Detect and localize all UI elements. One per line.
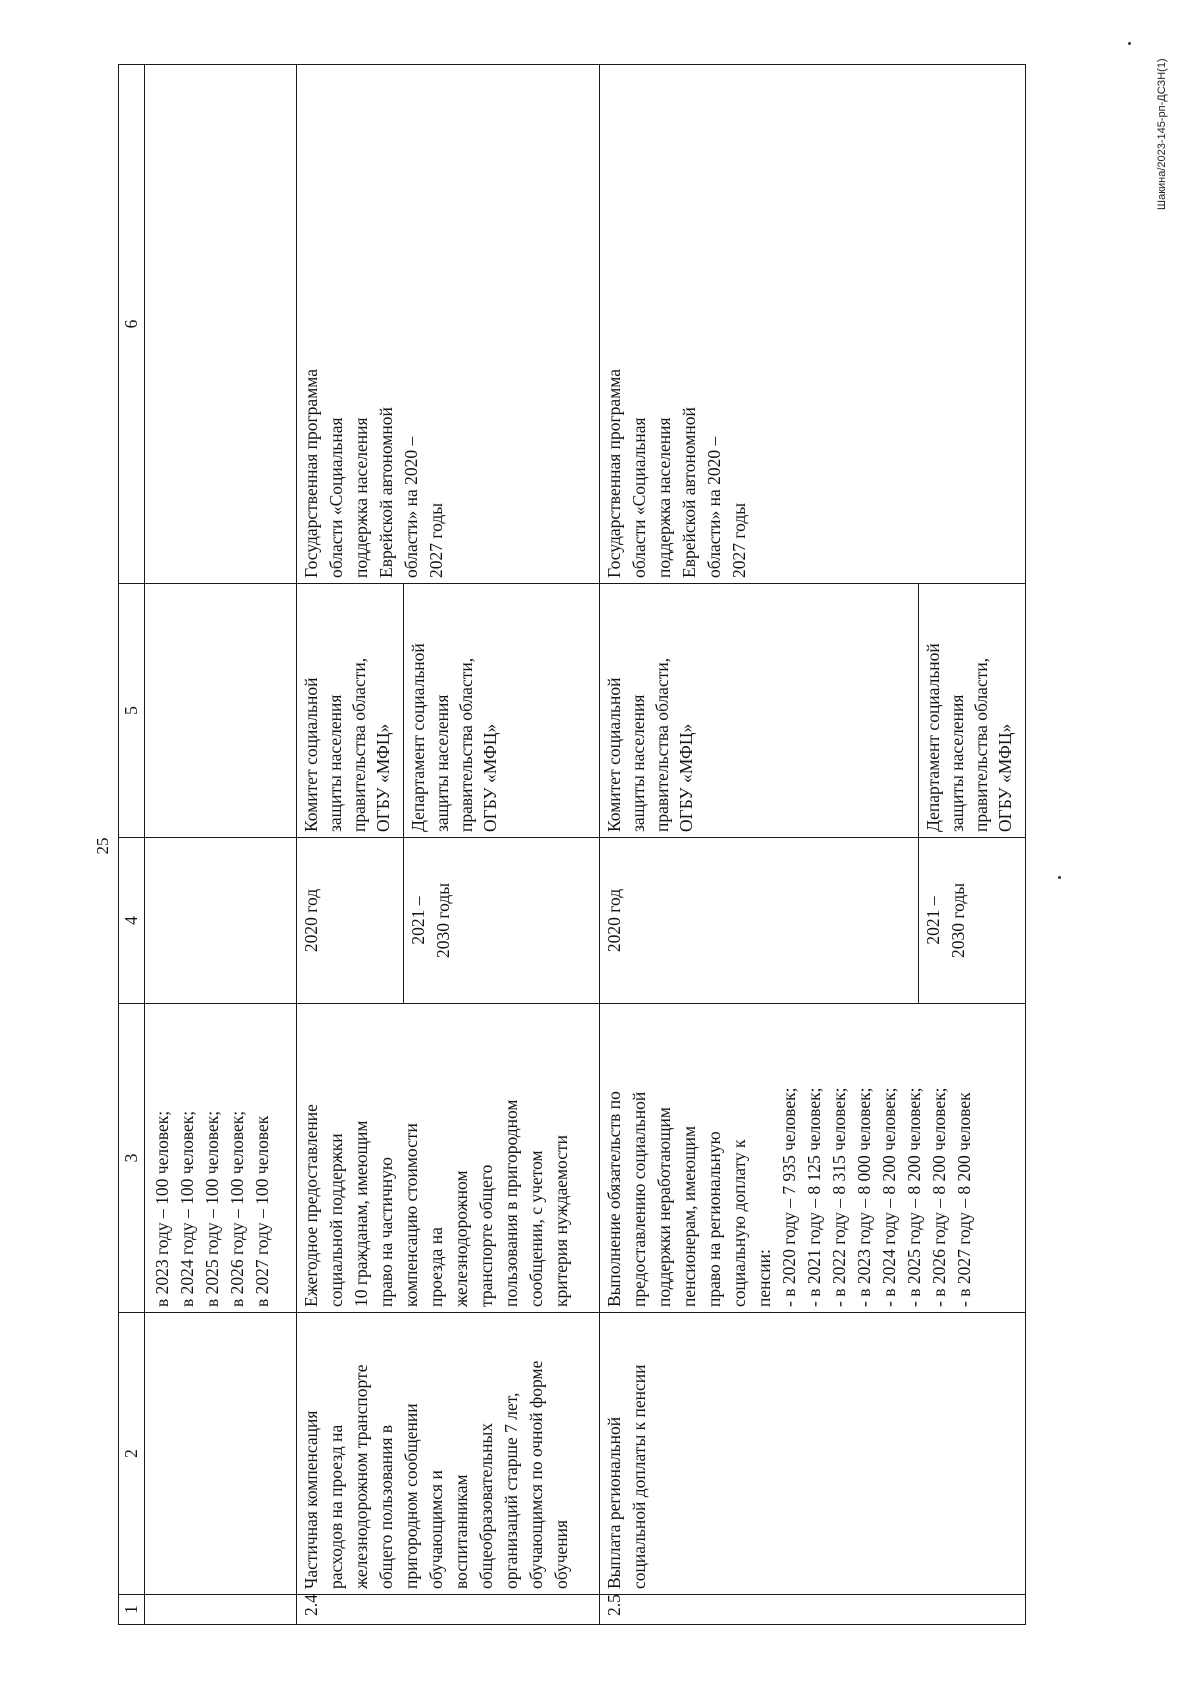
cont-indicator-line: в 2026 году – 100 человек; (226, 1110, 247, 1307)
text-line: пользования в пригородном (501, 1099, 522, 1307)
header-col-1: 1 (119, 1595, 145, 1625)
text-line: поддержка населения (653, 417, 674, 578)
document-id-text: Шакина/2023-145-рп-ДСЗН(1) (1156, 58, 1168, 210)
cont-program-cell (144, 65, 296, 584)
text-line: железнодорожном транспорте (351, 1364, 372, 1589)
text-line: обучающимся и (426, 1470, 447, 1589)
list-item: - в 2021 году – 8 125 человек; (803, 1087, 824, 1307)
text-line: 2030 годы (433, 882, 454, 959)
text-line: компенсацию стоимости (401, 1123, 422, 1307)
text-line: обучения (551, 1519, 572, 1589)
row-2-4-executor-b (404, 584, 600, 838)
text-line: Комитет социальной (603, 677, 624, 832)
list-item: - в 2024 году – 8 200 человек; (878, 1087, 899, 1307)
header-col-6: 6 (119, 65, 145, 584)
list-item: - в 2027 году – 8 200 человек (953, 1092, 974, 1307)
text-line: критерия нуждаемости (551, 1134, 572, 1307)
row-2-5-indicator (599, 1004, 1025, 1313)
text-line: 2027 годы (728, 502, 749, 578)
text-line: обучающимся по очной форме (526, 1360, 547, 1589)
text-line: общего пользования в (376, 1424, 397, 1589)
page-number: 25 (93, 837, 112, 855)
text-line: области «Социальная (628, 417, 649, 578)
header-col-3: 3 (119, 1004, 145, 1313)
row-2-5-period-a: 2020 год (599, 838, 918, 1004)
text-line: поддержка населения (351, 417, 372, 578)
row-2-4-period-a: 2020 год (297, 838, 404, 1004)
text-line: Комитет социальной (301, 677, 322, 832)
scan-speck (1058, 876, 1061, 879)
cont-indicator-line: в 2023 году – 100 человек; (151, 1110, 172, 1307)
text-line: пригородном сообщении (401, 1403, 422, 1589)
text-line: право на частичную (376, 1157, 397, 1307)
text-line: правительства области, (349, 657, 370, 832)
cont-executor-cell (144, 584, 296, 838)
header-col-4: 4 (119, 838, 145, 1004)
text-line: Государственная программа (301, 369, 322, 578)
text-line: Выплата региональной (603, 1416, 624, 1589)
measures-table (118, 64, 1026, 1625)
row-2-5-program (599, 65, 1025, 584)
text-line: правительства области, (456, 657, 477, 832)
text-line: ОГБУ «МФЦ» (675, 723, 696, 832)
row-2-4-program (297, 65, 600, 584)
text-line: социальной поддержки (326, 1133, 347, 1307)
row-2-5-executor-a (599, 584, 918, 838)
text-line: защиты населения (432, 694, 453, 832)
table-header-row (119, 65, 145, 1625)
text-line: пенсионерам, имеющим (678, 1125, 699, 1307)
text-line: Выполнение обязательств по (603, 1091, 624, 1307)
text-line: области «Социальная (326, 417, 347, 578)
table-row-continuation (144, 65, 296, 1625)
text-line: 2027 годы (426, 502, 447, 578)
list-item: - в 2025 году – 8 200 человек; (903, 1087, 924, 1307)
text-line: организаций старше 7 лет, (501, 1392, 522, 1589)
cont-indicator-line: в 2024 году – 100 человек; (176, 1110, 197, 1307)
text-line: ОГБУ «МФЦ» (480, 723, 501, 832)
text-line: защиты населения (627, 694, 648, 832)
row-2-4-measure-name (297, 1313, 600, 1595)
text-line: 2030 годы (947, 882, 968, 959)
text-line: правительства области, (970, 657, 991, 832)
header-col-2: 2 (119, 1313, 145, 1595)
text-line: Ежегодное предоставление (301, 1104, 322, 1307)
text-line: 2021 – (922, 896, 943, 945)
text-line: железнодорожном (451, 1170, 472, 1307)
text-line: области» на 2020 – (401, 436, 422, 578)
text-line: ОГБУ «МФЦ» (994, 723, 1015, 832)
row-2-4-executor-a (297, 584, 404, 838)
text-line: пенсии: (753, 1249, 774, 1307)
cont-number-cell (144, 1595, 296, 1625)
text-line: 2021 – (408, 896, 429, 945)
scan-speck (1128, 42, 1131, 45)
row-number-2-5: 2.5 (599, 1595, 1025, 1625)
text-line: социальную доплату к (728, 1139, 749, 1307)
text-line: Еврейской автономной (376, 407, 397, 578)
list-item: - в 2023 году – 8 000 человек; (853, 1087, 874, 1307)
text-line: предоставлению социальной (628, 1091, 649, 1307)
text-line: общеобразовательных (476, 1423, 497, 1589)
table-row-2-4-a (297, 65, 404, 1625)
text-line: право на региональную (703, 1131, 724, 1307)
text-line: сообщении, с учетом (526, 1150, 547, 1307)
text-line: проезда на (426, 1227, 447, 1307)
text-line: поддержки неработающим (653, 1107, 674, 1307)
text-line: социальной доплаты к пенсии (628, 1364, 649, 1589)
list-item: - в 2026 году – 8 200 человек; (928, 1087, 949, 1307)
text-line: Департамент социальной (922, 643, 943, 832)
header-col-5: 5 (119, 584, 145, 838)
cont-indicator-line: в 2025 году – 100 человек; (201, 1110, 222, 1307)
cont-period-cell (144, 838, 296, 1004)
cont-name-cell (144, 1313, 296, 1595)
row-2-4-period-b (404, 838, 600, 1004)
text-line: Департамент социальной (408, 643, 429, 832)
text-line: защиты населения (325, 694, 346, 832)
row-2-4-indicator (297, 1004, 600, 1313)
text-line: Частичная компенсация (301, 1410, 322, 1589)
text-line: воспитанникам (451, 1474, 472, 1589)
rotated-table-container (118, 65, 1026, 1625)
list-item: - в 2022 году – 8 315 человек; (828, 1087, 849, 1307)
text-line: ОГБУ «МФЦ» (373, 723, 394, 832)
text-line: 10 гражданам, имеющим (351, 1120, 372, 1307)
text-line: области» на 2020 – (703, 436, 724, 578)
cont-indicator-cell (144, 1004, 296, 1313)
table-row-2-5-a (599, 65, 918, 1625)
text-line: правительства области, (651, 657, 672, 832)
list-item: - в 2020 году – 7 935 человек; (778, 1087, 799, 1307)
row-2-5-measure-name (599, 1313, 1025, 1595)
text-line: транспорте общего (476, 1164, 497, 1307)
text-line: защиты населения (946, 694, 967, 832)
text-line: Государственная программа (603, 369, 624, 578)
row-number-2-4: 2.4 (297, 1595, 600, 1625)
cont-indicator-line: в 2027 году – 100 человек (251, 1115, 272, 1307)
row-2-5-executor-b (918, 584, 1025, 838)
text-line: Еврейской автономной (678, 407, 699, 578)
row-2-5-period-b (918, 838, 1025, 1004)
text-line: расходов на проезд на (326, 1424, 347, 1589)
